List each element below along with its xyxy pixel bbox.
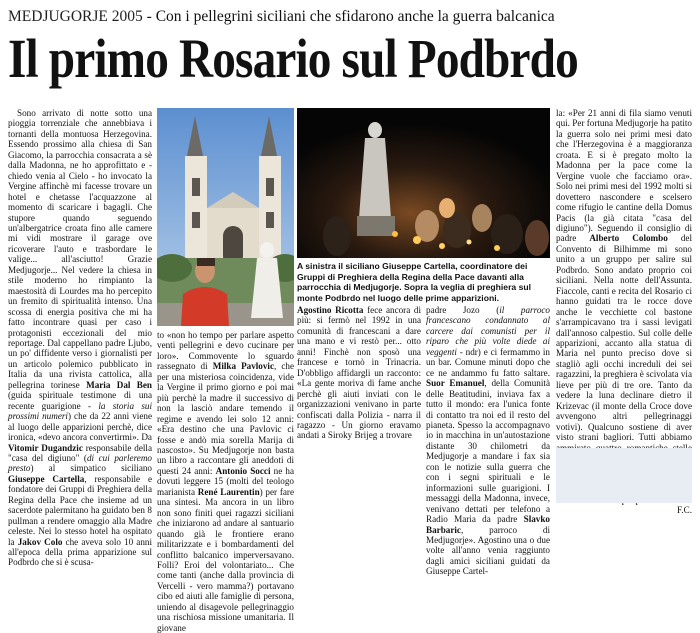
kicker — [8, 8, 692, 26]
col2-text: ne ha dovuti leggere 15 (molti del teologo marianista — [157, 465, 295, 497]
col1-text: ) al simpatico siciliano — [30, 463, 152, 474]
author-signature: F.C. — [677, 505, 692, 516]
col1-text: Sono arrivato di notte sotto una pioggia torrenziale che annebbiava i tornanti della montuosa Herzegovina. Essendo prossimo alla chiesa di San Giacomo, la parrocchia consacrata a sè dalla Madonna, ne ho approfittato e - chiedo venia al Cielo - ho invocato la Vergine affinchè mi facesse trovare un hotel e chetasse l'acquazzone al momento di scaricare i bagagli. Che stupore quando seguendo un'albergatrice croata fino alle camere mi vidi mostrare il garage ove ricoverare l'auto e trasbordare le valige... all'asciutto! Grazie Medjugorje... Nel vedere la chiesa in stile moderno ho rimpianto la maestosità di Lourdes ma ho percepito un fremito di spiritualità intenso. Una scossa di energia positiva che mi ha fatto incontrare quasi per caso i protagonisti eccezionali del mio reportage. Dal cappellano padre Ljubo, un po' diffidente verso i giornalisti per un articolo polemico pubblicato in Italia da una rivista cattolica, alla pellegrina torinese — [8, 108, 152, 390]
col2-text: ) per fare una sintesi. Ma ancora in un libro non sono finiti quei ragazzi siciliani che iniziarono ad andare al santuario quando già le frontiere erano militarizzate e i bombardamenti del conflitto balcanico imperversavano. Folli? Eroi del volontariato... Che come tanti (anche dalla provincia di Vercelli - vero mamma?) portavano cibo ed aiuti alle famiglie di persona, uniendo al disagevole pellegrinaggio una rischiosa missione umanitaria. Il giovane — [157, 486, 295, 633]
person-name: Agostino Ricotta — [297, 305, 364, 315]
col4-italic: il parroco francescano condannato al carcere dai comunisti per il riparo che più volte diede ai veggenti — [426, 305, 550, 357]
article-column-2 — [157, 330, 294, 633]
kicker-place: MEDJUGORJE 2005 — [8, 8, 143, 25]
person-name: René Laurentin — [197, 486, 260, 497]
col1-text: ) che da 22 anni viene al luogo delle apparizioni perchè, dice ironica, «devo ancora convertirmi». Da — [8, 411, 152, 443]
church-photo — [157, 108, 294, 326]
article-column-4 — [426, 305, 550, 577]
person-name: Slavko Barbaric — [426, 514, 550, 535]
article-column-1 — [8, 108, 152, 568]
headline: Il primo Rosario sul Podbrdo — [8, 28, 578, 89]
col5-text: la: «Per 21 anni di fila siamo venuti qui. Per fortuna Medjugorje ha patito la guerra solo nei primi mesi dato che l'Herzegovina è a maggioranza croata. E si è pregato molto la Madonna per la pace come la Vergine vuole che facciamo ora». Solo nei primi mesi del 1992 molti si dovettero nascondere e scelsero come rifugio le cantine della Domus Pacis (la già citata "casa del digiuno"). Seguendo il consiglio di padre — [556, 108, 692, 244]
footer-tint-box — [556, 448, 692, 503]
night-vigil-photo — [297, 108, 550, 258]
col1-text: responsabile della "casa del digiuno" ( — [8, 442, 152, 463]
col4-text: , parroco di Medjugorje». Agostino una o due volte all'anno venia raggiunto dagli amici siciliani guidati da Giuseppe Cartel- — [426, 524, 550, 577]
col4-text: , della Comunità delle Beatitudini, inviava fax a tutto il mondo: era l'unica fonte di contatto tra noi ed il resto del pianeta. Spesso la accompagnavo io in macchina in un'autostazione distante 30 chilometri da Medjugorje a mandare i fax sia con le notizie sulla guerra che con i segni spirituali e le informazioni sulle guarigioni. I messaggi della Madonna, invece, venivano dettati per telefono a Radio Maria da padre — [426, 378, 550, 525]
col1-text: , responsabile e fondatore dei Gruppi di Preghiera della Regina della Pace che insieme ad un sacerdote palermitano ha guidato ben 8 pullman a rendere omaggio alla Madre celeste. Nei lo stesso hotel ha ospitato la — [8, 473, 152, 547]
col1-text: che aveva solo 10 anni all'epoca della prima apparizione sul Podbrdo che si è scusa- — [8, 536, 152, 568]
kicker-subtitle: - Con i pellegrini siciliani che sfidarono anche la guerra balcanica — [142, 8, 555, 25]
person-name: Alberto Colombo — [589, 233, 668, 244]
col4-text: padre Jozo ( — [426, 305, 500, 315]
photo-caption: A sinistra il siciliano Giuseppe Cartella, coordinatore dei Gruppi di Preghiera della Regina della Pace davanti alla parrocchia di Medjugorje. Sopra la veglia di preghiera sul monte Podbrdo nel luogo delle prime apparizioni. — [297, 261, 532, 303]
col3a-text: fece ancora di più: si fermò nel 1992 in una comunità di francescani a dare una mano e vi restò per... otto anni! Finchè non sposò una francese e tornò in Trinacria. D'obbligo affidargli un racconto: «La gente moriva di fame anche perchè gli aiuti inviati con le organizzazioni venivano in parte confiscati dalla Polizia - narra il ragazzo - Un giorno eravamo andati a Siroky Brijeg a trovare — [297, 305, 421, 441]
person-name: Jakov Colo — [17, 536, 63, 547]
person-name: Antonio Socci — [215, 465, 271, 476]
col4-text: - ndr) e ci fermammo in un bar. Comune minuti dopo che ce ne andammo fu fatto saltare. — [426, 346, 550, 378]
col2-text: to «non ho tempo per parlare aspetto venti pellegrini e devo cucinare per loro». Commovente lo sguardo rassegnato di — [157, 330, 294, 372]
person-name: Vitomir Dugandzic — [8, 442, 83, 453]
col5-text: del Convento di Bilhimme mi sono unito a un gruppo per salire sul Podbrdo. Sono andato proprio coi siciliani. Nella notte dell'Assunta. Fiaccole, canti e recita del Rosario ci hanno guidati tra le rocce dove anche le vecchiette col bastone s'arrampicavano tra i sassi levigati dall'annoso calpestio. Sul colle delle apparizioni, accanto alla statua di Maria nel punto preciso dove si stagliò agli occhi increduli dei sei ragazzini, la preghiera è scivolata via lieve per più di tre ore. Tanto da vedere la luna declinare dietro il Krizevac (il monte della Croce dove avvengono altri pellegrinaggi votivi). Qualcuno sostiene di aver visto strani bagliori. Tutti abbiamo — [556, 233, 692, 443]
person-name: Maria Dal Ben — [86, 379, 152, 390]
col1-italic: di cui parleremo presto — [8, 452, 152, 474]
person-name: Suor Emanuel — [426, 378, 485, 389]
person-name: Milka Pavlovic — [212, 361, 275, 372]
person-name: Giuseppe Cartella — [8, 473, 85, 484]
col1-italic: la storia sui prossimi numeri — [8, 400, 152, 422]
col2-text: , che per una misteriosa coincidenza, vide la Vergine il primo giorno e poi mai più perchè la madre il successivo di non la lasciò andare temendo il regime e avendo lei solo 12 anni: «Era destino che una Pavlovic ci fosse e andò mia sorella Marija di nascosto». Su Medjugorje non basta un libro a raccontare gli aneddoti di questi 24 anni: — [157, 361, 294, 476]
article-column-3 — [297, 305, 421, 441]
col1-text: (guida spirituale testimone di una recente guarigione - — [8, 390, 152, 411]
